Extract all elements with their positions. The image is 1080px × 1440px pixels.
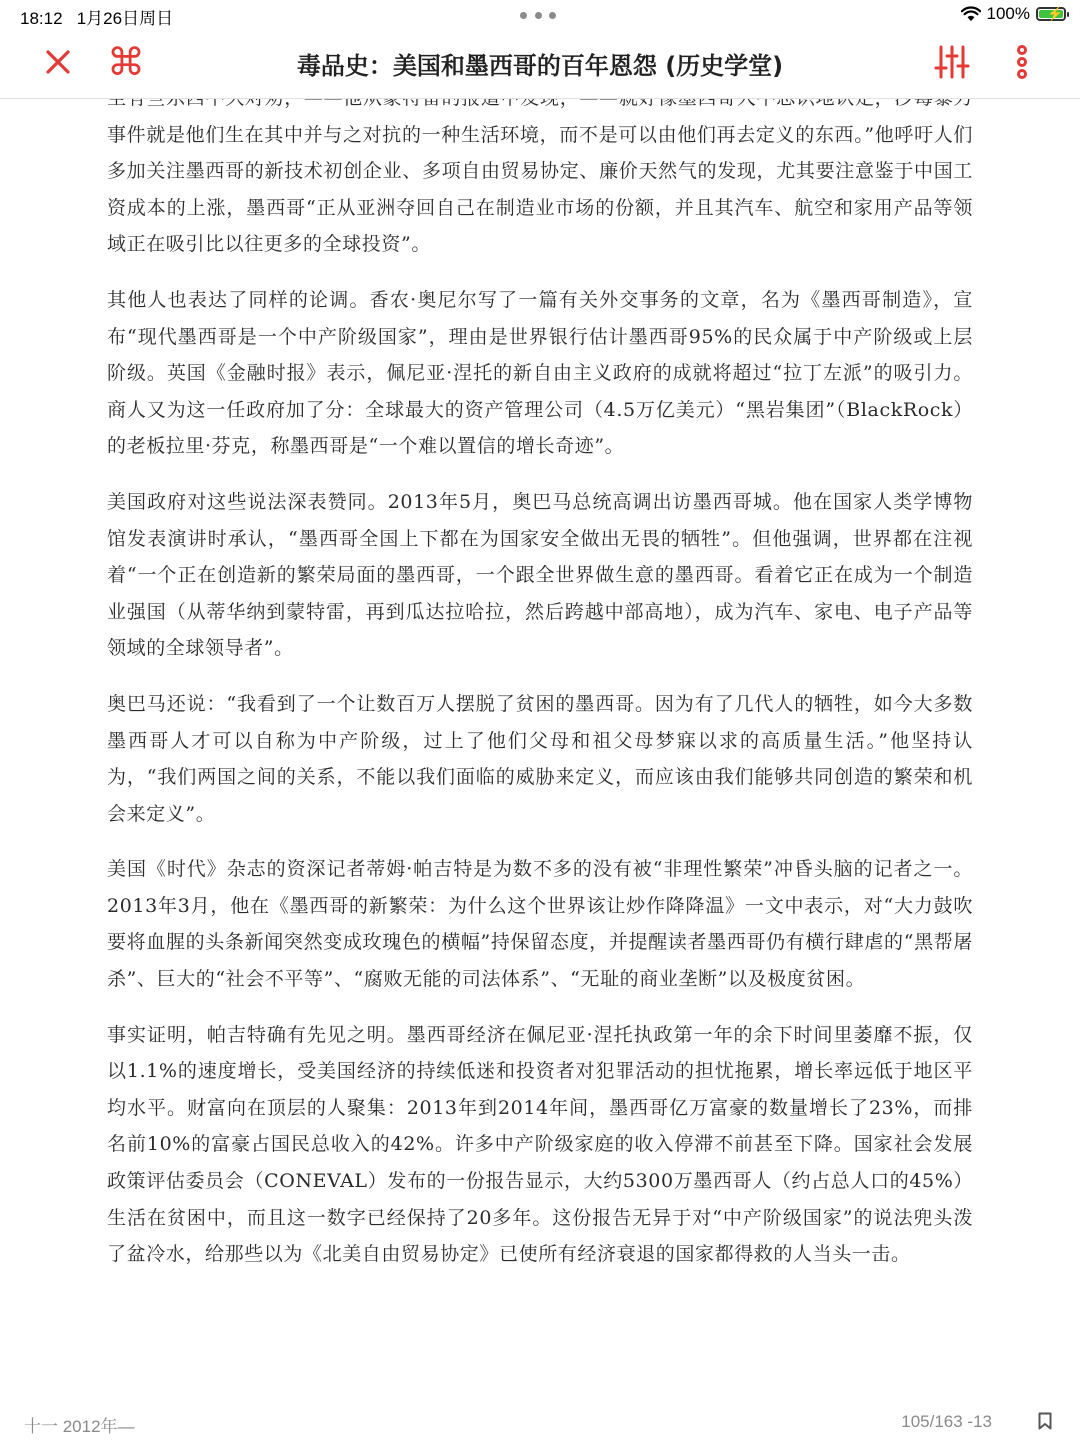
battery-percent: 100% bbox=[986, 4, 1030, 23]
reader-toolbar bbox=[0, 30, 1080, 99]
paragraph: 美国《时代》杂志的资深记者蒂姆·帕吉特是为数不多的没有被“非理性繁荣”冲昏头脑的记者之一。2013年3月，他在《墨西哥的新繁荣：为什么这个世界该让炒作降降温》一文中表示，对“大力鼓吹要将血腥的头条新闻突然变成玫瑰色的横幅”持保留态度，并提醒读者墨西哥仍有横行肆虐的“黑帮屠杀”、巨大的“社会不平等”、“腐败无能的司法体系”、“无耻的商业垄断”以及极度贫困。 bbox=[107, 858, 973, 991]
status-indicators bbox=[961, 3, 1066, 25]
paragraph: 其他人也表达了同样的论调。香农·奥尼尔写了一篇有关外交事务的文章，名为《墨西哥制造》，宣布“现代墨西哥是一个中产阶级国家”，理由是世界银行估计墨西哥95%的民众属于中产阶级或上层阶级。英国《金融时报》表示，佩尼亚·涅托的新自由主义政府的成就将超过“拉丁左派”的吸引力。商人又为这一任政府加了分：全球最大的资产管理公司（4.5万亿美元）“黑岩集团”（BlackRock）的老板拉里·芬克，称墨西哥是“一个难以置信的增长奇迹”。 bbox=[107, 288, 973, 458]
paragraph: 事实证明，帕吉特确有先见之明。墨西哥经济在佩尼亚·涅托执政第一年的余下时间里萎靡不振，仅以1.1%的速度增长，受美国经济的持续低迷和投资者对犯罪活动的担忧拖累，增长率远低于地区平均水平。财富向在顶层的人聚集：2013年到2014年间，墨西哥亿万富豪的数量增长了23%，而排名前10%的富豪占国民总收入的42%。许多中产阶级家庭的收入停滞不前甚至下降。国家社会发展政策评估委员会（CONEVAL）发布的一份报告显示，大约5300万墨西哥人（约占总人口的45%）生活在贫困中，而且这一数字已经保持了20多年。这份报告无异于对“中产阶级国家”的说法兜头泼了盆冷水，给那些以为《北美自由贸易协定》已使所有经济衰退的国家都得救的人当头一击。 bbox=[107, 1023, 973, 1266]
status-time bbox=[20, 4, 173, 29]
close-icon[interactable] bbox=[36, 40, 80, 84]
command-icon[interactable]: ⌘ bbox=[107, 40, 145, 84]
reader-footer bbox=[0, 1400, 1080, 1440]
chapter-label: 十一 2012年— bbox=[24, 1417, 135, 1436]
battery-icon: ⚡ bbox=[1036, 7, 1066, 21]
page-title: 毒品史：美国和墨西哥的百年恩怨 (历史学堂) bbox=[296, 52, 784, 80]
paragraph: 事件就是他们生在其中并与之对抗的一种生活环境，而不是可以由他们再去定义的东西。”他呼吁人们多加关注墨西哥的新技术初创企业、多项自由贸易协定、廉价天然气的发现，尤其要注意鉴于中国工资成本的上涨，墨西哥“正从亚洲夺回自己在制造业市场的份额，并且其汽车、航空和家用产品等领域正在吸引比以往更多的全球投资”。 bbox=[107, 123, 973, 256]
status-bar bbox=[0, 0, 1080, 30]
paragraph: 美国政府对这些说法深表赞同。2013年5月，奥巴马总统高调出访墨西哥城。他在国家人类学博物馆发表演讲时承认，“墨西哥全国上下都在为国家安全做出无畏的牺牲”。但他强调，世界都在注视着“一个正在创造新的繁荣局面的墨西哥，一个跟全世界做生意的墨西哥。看着它正在成为一个制造业强国（从蒂华纳到蒙特雷，再到瓜达拉哈拉，然后跨越中部高地），成为汽车、家电、电子产品等领域的全球领导者”。 bbox=[107, 490, 973, 660]
settings-sliders-icon[interactable] bbox=[930, 40, 974, 84]
wifi-icon bbox=[961, 6, 981, 22]
reader-content bbox=[107, 80, 973, 1292]
clock: 18:12 bbox=[20, 9, 63, 28]
multitasking-dots-icon[interactable] bbox=[520, 12, 556, 18]
bookmark-icon[interactable] bbox=[1038, 1412, 1052, 1430]
more-options-icon[interactable] bbox=[1000, 40, 1044, 84]
date: 1月26日周日 bbox=[76, 9, 174, 28]
paragraph: 奥巴马还说：“我看到了一个让数百万人摆脱了贫困的墨西哥。因为有了几代人的牺牲，如今大多数墨西哥人才可以自称为中产阶级，过上了他们父母和祖父母梦寐以求的高质量生活。”他坚持认为，“我们两国之间的关系，不能以我们面临的威胁来定义，而应该由我们能够共同创造的繁荣和机会来定义”。 bbox=[107, 692, 973, 825]
page-indicator: 105/163 -13 bbox=[901, 1412, 992, 1431]
